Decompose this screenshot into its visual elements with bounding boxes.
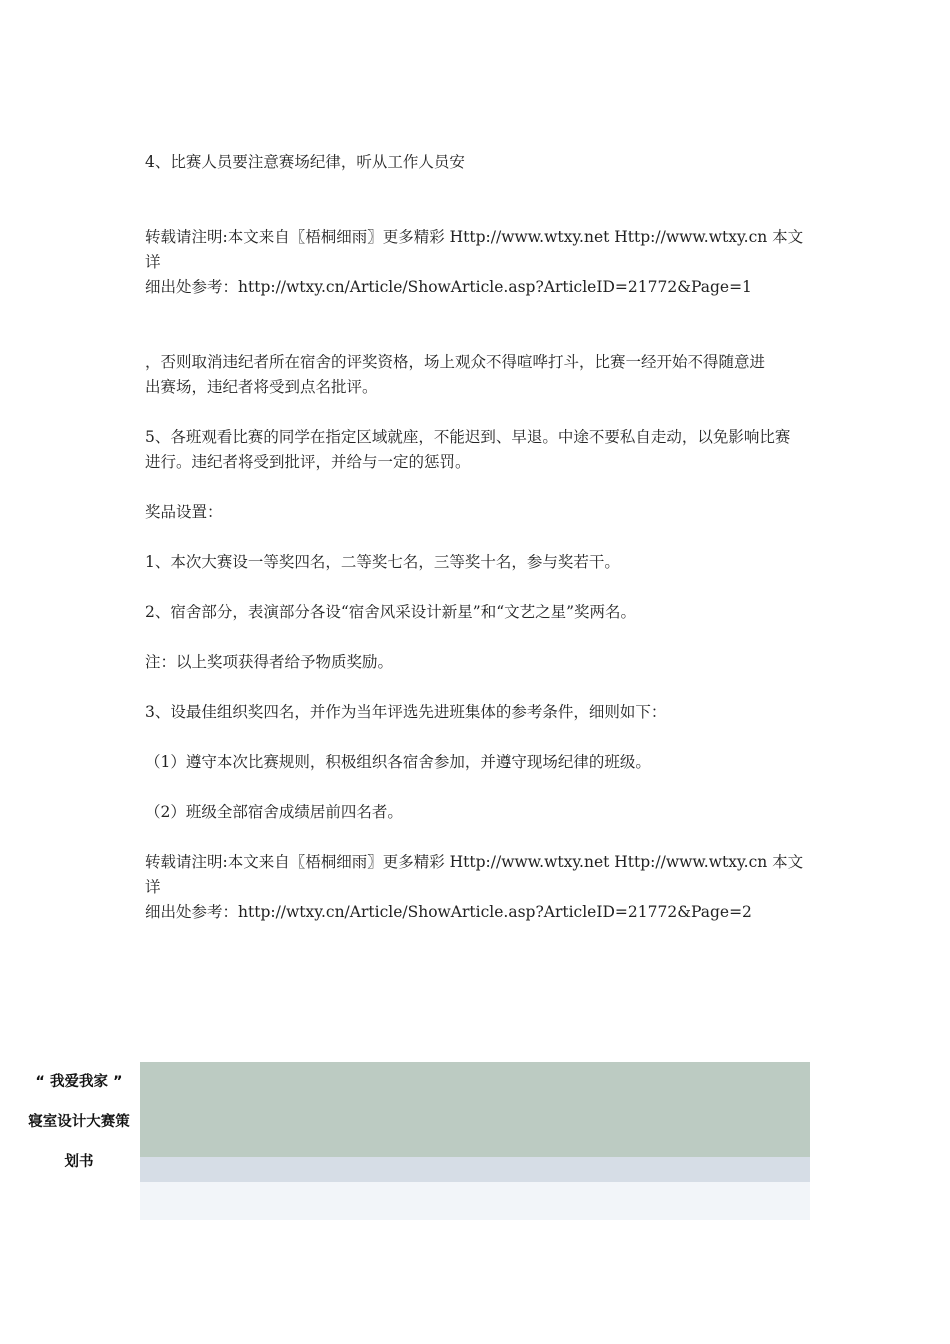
criteria-item-1 [145,750,810,775]
paragraph-line: 进行。违纪者将受到批评，并给与一定的惩罚。 [145,453,471,471]
discipline-paragraph [145,350,810,400]
paragraph-line: 转载请注明:本文来自〖梧桐细雨〗更多精彩 Http://www.wtxy.net Http://www.wtxy.cn 本文详 [145,228,804,271]
paragraph-line: 2、宿舍部分，表演部分各设“宿舍风采设计新星”和“文艺之星”奖两名。 [145,603,637,621]
paragraph-line: ，否则取消违纪者所在宿舍的评奖资格，场上观众不得喧哗打斗，比赛一经开始不得随意进 [145,353,766,371]
paragraph-line: 3、设最佳组织奖四名，并作为当年评选先进班集体的参考条件，细则如下： [145,703,667,721]
repost-notice-page-1 [145,225,810,300]
footer-title-line: 寝室设计大赛策 [28,1114,130,1130]
prize-item-3 [145,700,810,725]
footer-title [18,1062,140,1182]
prize-item-1 [145,550,810,575]
paragraph-line: 4、比赛人员要注意赛场纪律，听从工作人员安 [145,153,465,171]
prize-item-2 [145,600,810,625]
paragraph-line: 5、各班观看比赛的同学在指定区域就座，不能迟到、早退。中途不要私自走动，以免影响比赛 [145,428,791,446]
paragraph-line: 细出处参考：http://wtxy.cn/Article/ShowArticle.asp?ArticleID=21772&Page=1 [145,278,752,296]
paragraph-line: 转载请注明:本文来自〖梧桐细雨〗更多精彩 Http://www.wtxy.net Http://www.wtxy.cn 本文详 [145,853,804,896]
footer-band-bottom [140,1182,810,1220]
prize-note [145,650,810,675]
document-body [145,150,810,950]
paragraph-line: 细出处参考：http://wtxy.cn/Article/ShowArticle.asp?ArticleID=21772&Page=2 [145,903,752,921]
footer-band-middle [140,1157,810,1182]
paragraph-line: 出赛场，违纪者将受到点名批评。 [145,378,378,396]
paragraph-line: （2）班级全部宿舍成绩居前四名者。 [145,803,403,821]
repost-notice-page-2 [145,850,810,925]
footer-band-top [140,1062,810,1157]
paragraph-line: 注：以上奖项获得者给予物质奖励。 [145,653,394,671]
paragraph-line: 1、本次大赛设一等奖四名，二等奖七名，三等奖十名，参与奖若干。 [145,553,620,571]
paragraph-line: 奖品设置： [145,503,223,521]
footer-title-line: 划书 [64,1154,94,1170]
prize-heading [145,500,810,525]
footer-title-line: “ 我爱我家 ” [35,1074,123,1090]
rule-4-paragraph [145,150,810,175]
criteria-item-2 [145,800,810,825]
paragraph-line: （1）遵守本次比赛规则，积极组织各宿舍参加，并遵守现场纪律的班级。 [145,753,651,771]
rule-5-paragraph [145,425,810,475]
